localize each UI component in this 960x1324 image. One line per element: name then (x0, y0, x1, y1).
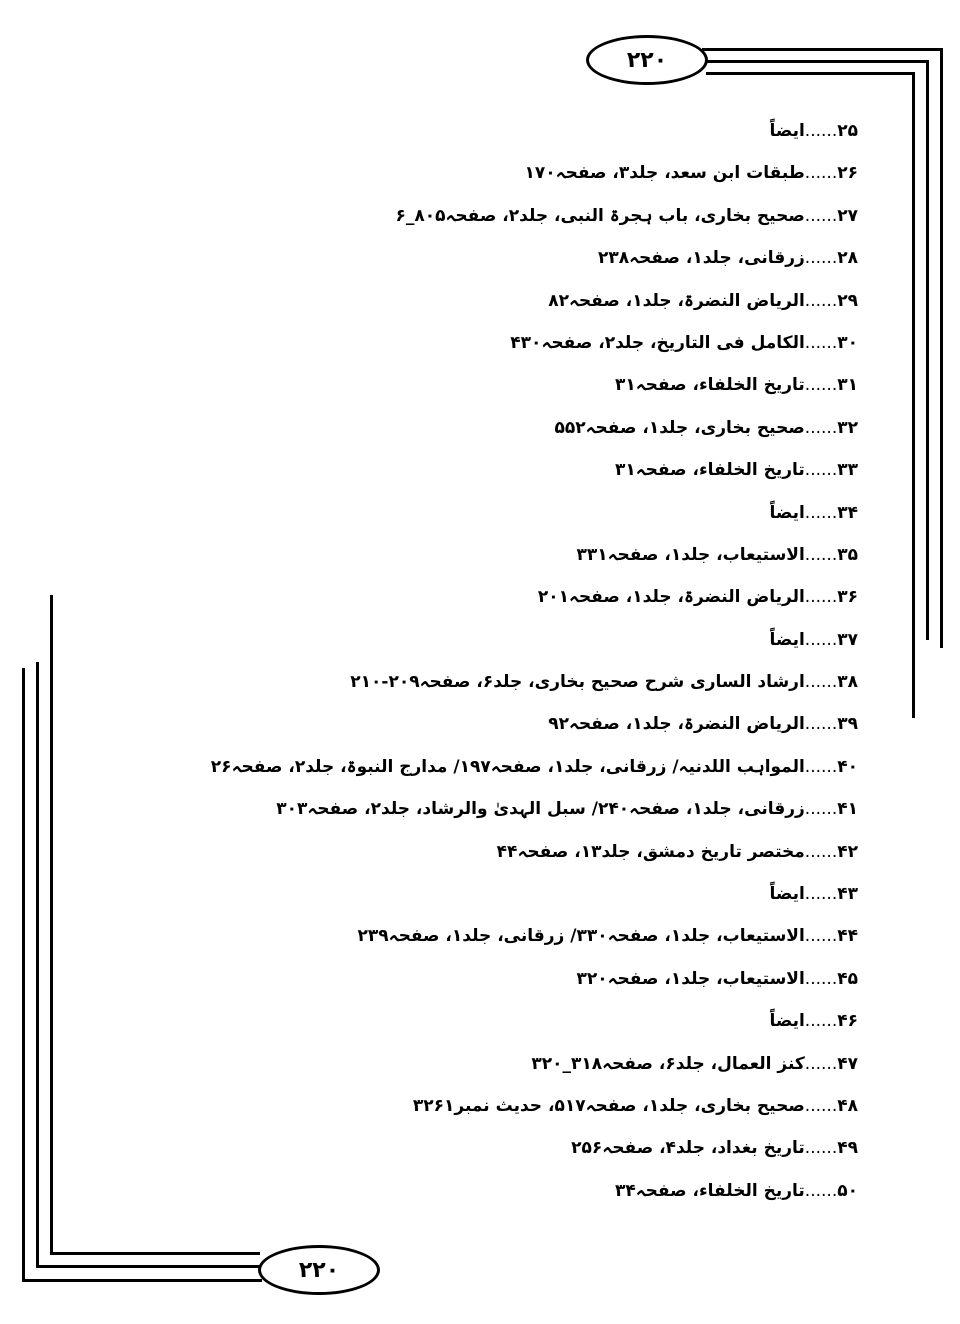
bottom-frame-inner-h (50, 1252, 260, 1255)
reference-citation: تاریخ الخلفاء، صفحہ۳۴ (614, 1180, 805, 1201)
reference-item (298, 152, 858, 194)
reference-item (298, 1127, 858, 1169)
page-number-top-text: ۲۲۰ (626, 47, 668, 73)
reference-number: ۳۵ (837, 544, 858, 565)
reference-citation: الاستیعاب، جلد۱، صفحہ۳۳۱ (576, 544, 805, 565)
reference-separator: ...... (804, 544, 838, 565)
reference-separator: ...... (804, 163, 838, 184)
reference-separator: ...... (804, 205, 838, 226)
reference-item (298, 237, 858, 279)
reference-separator: ...... (804, 756, 838, 777)
bottom-frame-mid-h (36, 1265, 260, 1268)
reference-number: ۲۶ (837, 163, 858, 184)
reference-number: ۴۷ (837, 1053, 858, 1074)
reference-number: ۵۰ (837, 1180, 858, 1201)
top-frame-inner-v (912, 72, 915, 718)
reference-citation: ارشاد الساری شرح صحیح بخاری، جلد۶، صفحہ۲۰۹-۲۱۰ (350, 672, 805, 693)
reference-separator: ...... (804, 1138, 838, 1159)
reference-citation: ایضاً (769, 121, 805, 141)
reference-citation: کنز العمال، جلد۶، صفحہ۳۱۸_۳۲۰ (531, 1053, 805, 1074)
reference-separator: ...... (804, 587, 838, 608)
reference-separator: ...... (804, 672, 838, 693)
reference-item (276, 788, 858, 830)
reference-number: ۲۷ (837, 205, 858, 226)
reference-separator: ...... (804, 841, 838, 862)
reference-citation: ایضاً (769, 884, 805, 905)
reference-item (298, 661, 858, 703)
top-frame-mid-v (926, 60, 929, 640)
reference-separator: ...... (804, 502, 838, 523)
bottom-frame-outer-h (22, 1279, 262, 1282)
reference-separator: ...... (804, 248, 838, 269)
reference-item (298, 364, 858, 406)
reference-number: ۴۸ (837, 1095, 858, 1116)
reference-separator: ...... (804, 1180, 838, 1201)
reference-number: ۳۷ (837, 629, 858, 650)
reference-citation: صحیح بخاری، جلد۱، صفحہ۵۵۲ (554, 417, 805, 438)
reference-separator: ...... (804, 417, 838, 438)
reference-item (298, 407, 858, 449)
reference-item (298, 1085, 858, 1127)
reference-citation: صحیح بخاری، جلد۱، صفحہ۵۱۷، حدیث نمبر۳۲۶۱ (412, 1095, 805, 1116)
reference-citation: ایضاً (769, 502, 805, 523)
reference-item (298, 110, 858, 152)
reference-separator: ...... (804, 799, 838, 820)
reference-separator: ...... (804, 121, 838, 141)
reference-separator: ...... (804, 332, 838, 353)
reference-separator: ...... (804, 968, 838, 989)
reference-separator: ...... (804, 884, 838, 905)
reference-citation: ایضاً (769, 1011, 805, 1032)
top-frame-inner-h (706, 72, 914, 75)
reference-separator: ...... (804, 714, 838, 735)
reference-number: ۳۰ (837, 332, 858, 353)
reference-item (298, 449, 858, 491)
top-frame-outer-h (702, 48, 942, 51)
reference-number: ۳۶ (837, 587, 858, 608)
top-frame-outer-v (940, 48, 943, 648)
reference-separator: ...... (804, 290, 838, 311)
reference-item (298, 534, 858, 576)
reference-item (298, 322, 858, 364)
reference-item (298, 703, 858, 745)
reference-separator: ...... (804, 1053, 838, 1074)
reference-citation: الاستیعاب، جلد۱، صفحہ۳۳۰/ زرقانی، جلد۱، صفحہ۲۳۹ (357, 926, 805, 947)
reference-item (298, 915, 858, 957)
reference-citation: زرقانی، جلد۱، صفحہ۲۴۰/ سبل الہدیٰ والرشاد، جلد۲، صفحہ۳۰۳ (276, 799, 805, 820)
reference-number: ۳۸ (837, 672, 858, 693)
reference-separator: ...... (804, 375, 838, 396)
reference-number: ۳۴ (837, 502, 858, 523)
reference-item (298, 195, 858, 237)
reference-citation: ایضاً (769, 629, 805, 650)
reference-item (210, 746, 858, 788)
reference-citation: تاریخ الخلفاء، صفحہ۳۱ (614, 460, 805, 481)
reference-number: ۲۸ (837, 248, 858, 269)
reference-separator: ...... (804, 1095, 838, 1116)
reference-item (298, 831, 858, 873)
reference-number: ۴۳ (837, 884, 858, 905)
reference-item (298, 1000, 858, 1042)
reference-item (298, 1043, 858, 1085)
reference-item (298, 576, 858, 618)
reference-citation: زرقانی، جلد۱، صفحہ۲۳۸ (597, 248, 805, 269)
reference-item (298, 873, 858, 915)
reference-number: ۳۱ (837, 375, 858, 396)
reference-number: ۴۰ (837, 756, 858, 777)
bottom-frame-mid-v (36, 662, 39, 1268)
page-number-bottom (258, 1245, 380, 1295)
reference-number: ۴۵ (837, 968, 858, 989)
reference-number: ۲۹ (837, 290, 858, 311)
reference-citation: الریاض النضرۃ، جلد۱، صفحہ۲۰۱ (537, 587, 805, 608)
reference-number: ۲۵ (837, 121, 858, 141)
reference-number: ۴۹ (837, 1138, 858, 1159)
references-list (210, 110, 858, 1212)
reference-number: ۴۱ (837, 799, 858, 820)
reference-item (298, 280, 858, 322)
reference-number: ۳۲ (837, 417, 858, 438)
reference-item (298, 619, 858, 661)
reference-citation: صحیح بخاری، باب ہجرۃ النبی، جلد۲، صفحہ۸۰۵_۶ (395, 205, 805, 226)
reference-number: ۳۳ (837, 460, 858, 481)
reference-separator: ...... (804, 629, 838, 650)
reference-citation: الریاض النضرۃ، جلد۱، صفحہ۹۲ (548, 714, 805, 735)
reference-item (298, 492, 858, 534)
reference-number: ۳۹ (837, 714, 858, 735)
reference-number: ۴۲ (837, 841, 858, 862)
bottom-frame-outer-v (22, 668, 25, 1282)
reference-separator: ...... (804, 460, 838, 481)
reference-citation: المواہب اللدنیہ/ زرقانی، جلد۱، صفحہ۱۹۷/ مدارج النبوۃ، جلد۲، صفحہ۲۶ (210, 756, 805, 777)
page-number-top (586, 35, 708, 85)
reference-separator: ...... (804, 926, 838, 947)
reference-citation: تاریخ بغداد، جلد۴، صفحہ۲۵۶ (571, 1138, 805, 1159)
reference-citation: الریاض النضرۃ، جلد۱، صفحہ۸۲ (548, 290, 805, 311)
top-frame-mid-h (706, 60, 928, 63)
reference-number: ۴۴ (837, 926, 858, 947)
reference-number: ۴۶ (837, 1011, 858, 1032)
bottom-frame-inner-v (50, 595, 53, 1255)
reference-separator: ...... (804, 1011, 838, 1032)
reference-citation: الاستیعاب، جلد۱، صفحہ۳۲۰ (576, 968, 805, 989)
reference-citation: الکامل فی التاریخ، جلد۲، صفحہ۴۳۰ (510, 332, 805, 353)
page-number-bottom-text: ۲۲۰ (298, 1257, 340, 1283)
reference-item (298, 1170, 858, 1212)
reference-item (298, 958, 858, 1000)
reference-citation: طبقات ابن سعد، جلد۳، صفحہ۱۷۰ (524, 163, 805, 184)
reference-citation: مختصر تاریخ دمشق، جلد۱۳، صفحہ۴۴ (496, 841, 805, 862)
reference-citation: تاریخ الخلفاء، صفحہ۳۱ (614, 375, 805, 396)
